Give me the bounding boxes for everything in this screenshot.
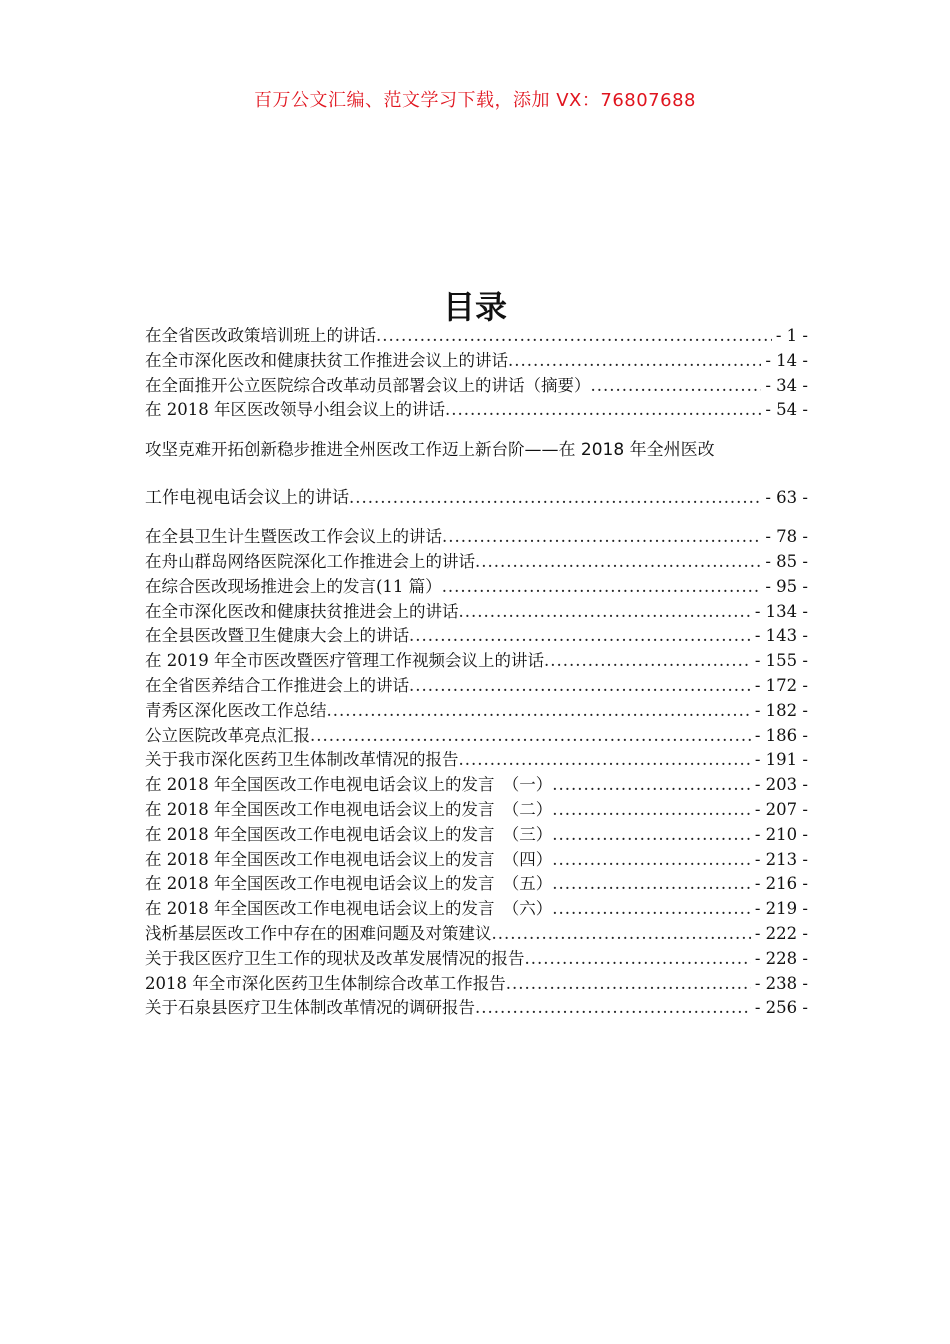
toc-leader-dots (506, 972, 751, 997)
toc-entry-title: 在全面推开公立医院综合改革动员部署会议上的讲话（摘要） (145, 375, 591, 395)
toc-entry[interactable] (145, 374, 808, 399)
toc-entry-long-title-c: 工作电视电话会议上的讲话 (145, 488, 349, 509)
toc-entry-page: - 1 - (775, 326, 808, 345)
toc-group-2 (145, 525, 808, 1021)
toc-leader-dots (552, 823, 751, 848)
toc-entry-page: - 182 - (754, 700, 808, 720)
toc-entry-page: - 14 - (765, 350, 808, 370)
toc-entry-page: - 143 - (754, 626, 808, 646)
toc-entry[interactable] (145, 525, 808, 550)
toc-leader-dots (310, 724, 751, 749)
toc-entry[interactable] (145, 848, 808, 873)
toc-entry-page: - 78 - (765, 527, 808, 547)
toc-leader-dots (552, 848, 751, 873)
toc-entry[interactable] (145, 324, 808, 349)
toc-leader-dots (327, 699, 751, 724)
toc-entry-title: 关于我市深化医药卫生体制改革情况的报告 (145, 750, 459, 770)
toc-entry-page: - 134 - (754, 601, 808, 621)
toc-entry-title: 公立医院改革亮点汇报 (145, 725, 310, 745)
toc-leader-dots (445, 398, 761, 423)
toc-entry-title: 浅析基层医改工作中存在的困难问题及对策建议 (145, 923, 492, 943)
toc-leader-dots (492, 922, 751, 947)
toc-entry-title: 2018 年全市深化医药卫生体制综合改革工作报告 (145, 973, 506, 993)
toc-entry-title: 青秀区深化医改工作总结 (145, 700, 327, 720)
toc-entry-page: - 95 - (765, 576, 808, 596)
toc-leader-dots (508, 349, 761, 374)
toc-entry[interactable] (145, 947, 808, 972)
toc-leader-dots (442, 575, 762, 600)
toc-entry-page: - 186 - (754, 725, 808, 745)
toc-entry-long-title-b: ——在 2018 年全州医改 (524, 440, 715, 461)
toc-leader-dots (552, 897, 751, 922)
toc-entry-page: - 203 - (754, 775, 808, 795)
toc-leader-dots (552, 773, 751, 798)
toc-entry[interactable] (145, 349, 808, 374)
toc-leader-dots (409, 624, 751, 649)
toc-entry[interactable] (145, 972, 808, 997)
toc-entry[interactable] (145, 996, 808, 1021)
toc-entry-title: 在全市深化医改和健康扶贫推进会上的讲话 (145, 601, 459, 621)
toc-entry-page: - 207 - (754, 799, 808, 819)
toc-entry-page: - 54 - (765, 400, 808, 420)
toc-leader-dots (475, 550, 761, 575)
toc-entry-title: 在 2018 年区医改领导小组会议上的讲话 (145, 400, 445, 420)
toc-entry-page: - 210 - (754, 824, 808, 844)
toc-entry[interactable] (145, 674, 808, 699)
toc-entry[interactable] (145, 823, 808, 848)
toc-entry-title: 在全县卫生计生暨医改工作会议上的讲话 (145, 527, 442, 547)
toc-entry-page: - 34 - (765, 375, 808, 395)
toc-entry-title: 在 2018 年全国医改工作电视电话会议上的发言 （三） (145, 824, 553, 844)
toc-leader-dots (349, 481, 761, 515)
toc-entry[interactable] (145, 724, 808, 749)
toc-entry-title: 在全省医改政策培训班上的讲话 (145, 326, 376, 345)
toc-leader-dots (552, 872, 751, 897)
toc-leader-dots (475, 996, 751, 1021)
toc-entry-title: 关于石泉县医疗卫生体制改革情况的调研报告 (145, 998, 475, 1018)
toc-entry-page: - 85 - (765, 551, 808, 571)
toc-entry-long-line1[interactable] (145, 433, 808, 467)
toc-leader-dots (459, 748, 751, 773)
toc-entry[interactable] (145, 897, 808, 922)
table-of-contents (145, 324, 808, 1021)
toc-entry-title: 在综合医改现场推进会上的发言(11 篇） (145, 576, 442, 596)
toc-entry-title: 在舟山群岛网络医院深化工作推进会上的讲话 (145, 551, 475, 571)
toc-entry-title: 在 2018 年全国医改工作电视电话会议上的发言 （六） (145, 899, 553, 919)
toc-entry-title: 在 2018 年全国医改工作电视电话会议上的发言 （二） (145, 799, 553, 819)
toc-entry-title: 在 2018 年全国医改工作电视电话会议上的发言 （五） (145, 874, 553, 894)
toc-entry[interactable] (145, 600, 808, 625)
toc-entry[interactable] (145, 748, 808, 773)
toc-entry-page: - 238 - (754, 973, 808, 993)
toc-entry-page: - 228 - (754, 948, 808, 968)
toc-entry[interactable] (145, 575, 808, 600)
page-title: 目录 (442, 288, 507, 326)
toc-entry[interactable] (145, 649, 808, 674)
toc-entry[interactable] (145, 699, 808, 724)
toc-entry-page: - 256 - (754, 998, 808, 1018)
toc-entry[interactable] (145, 624, 808, 649)
toc-entry-title: 在全市深化医改和健康扶贫工作推进会议上的讲话 (145, 350, 508, 370)
toc-leader-dots (409, 674, 751, 699)
toc-entry-page: - 191 - (754, 750, 808, 770)
toc-entry-title: 关于我区医疗卫生工作的现状及改革发展情况的报告 (145, 948, 525, 968)
toc-entry[interactable] (145, 550, 808, 575)
toc-entry-title: 在全省医养结合工作推进会上的讲话 (145, 675, 409, 695)
toc-entry[interactable] (145, 922, 808, 947)
toc-entry[interactable] (145, 872, 808, 897)
toc-entry-page: - 155 - (754, 651, 808, 671)
toc-entry-page: - 222 - (754, 923, 808, 943)
toc-leader-dots (376, 324, 772, 349)
toc-entry-page: - 219 - (754, 899, 808, 919)
watermark-banner: 百万公文汇编、范文学习下载，添加 VX：76807688 (254, 90, 696, 111)
toc-group-1 (145, 324, 808, 423)
toc-entry-title: 在 2019 年全市医改暨医疗管理工作视频会议上的讲话 (145, 651, 544, 671)
toc-leader-dots (544, 649, 751, 674)
toc-entry[interactable] (145, 773, 808, 798)
toc-entry-long-line2[interactable] (145, 481, 808, 515)
toc-leader-dots (442, 525, 761, 550)
toc-entry-title: 在全县医改暨卫生健康大会上的讲话 (145, 626, 409, 646)
toc-entry-page: - 172 - (754, 675, 808, 695)
toc-entry-page: - 213 - (754, 849, 808, 869)
toc-entry-page: - 216 - (754, 874, 808, 894)
toc-leader-dots (525, 947, 751, 972)
toc-entry[interactable] (145, 398, 808, 423)
toc-leader-dots (459, 600, 751, 625)
toc-entry-title: 在 2018 年全国医改工作电视电话会议上的发言 （一） (145, 775, 553, 795)
toc-entry-long-title-a: 攻坚克难开拓创新稳步推进全州医改工作迈上新台阶 (145, 440, 525, 460)
toc-entry[interactable] (145, 798, 808, 823)
toc-leader-dots (591, 374, 762, 399)
toc-leader-dots (552, 798, 751, 823)
toc-entry-page: - 63 - (765, 488, 808, 508)
toc-entry-title: 在 2018 年全国医改工作电视电话会议上的发言 （四） (145, 849, 553, 869)
